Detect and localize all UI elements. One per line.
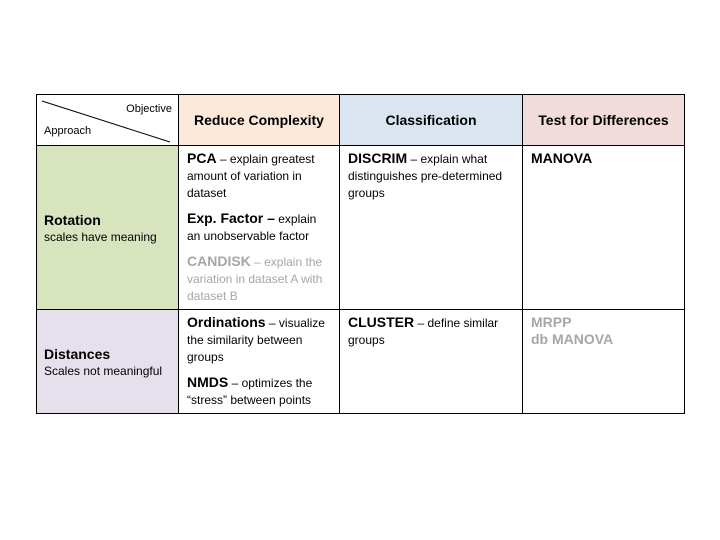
header-row: [37, 95, 685, 146]
method-description: – optimizes the “stress” between points: [187, 376, 313, 407]
method-description: – visualize the similarity between groups: [187, 316, 325, 364]
method-entry-pca: [187, 150, 331, 202]
cell-rotation-reduce: [179, 146, 340, 310]
method-description: explain an unobservable factor: [187, 212, 317, 243]
method-entry-exp-factor: [187, 210, 331, 245]
method-name: NMDS: [187, 374, 229, 390]
table-row-distances: [37, 310, 685, 414]
method-name: MANOVA: [531, 150, 593, 166]
objective-label: Objective: [126, 103, 172, 115]
row-title: Rotation: [44, 211, 101, 228]
table-row-rotation: [37, 146, 685, 310]
cell-rotation-test: [523, 146, 685, 310]
method-description: – define similar groups: [348, 316, 499, 347]
column-header-classification: Classification: [340, 95, 523, 146]
method-name: Ordinations: [187, 314, 266, 330]
method-description: – explain what distinguishes pre-determined groups: [348, 152, 503, 200]
method-name: PCA: [187, 150, 217, 166]
method-description: – explain greatest amount of variation in dataset: [187, 152, 315, 200]
cell-distances-test: [523, 310, 685, 414]
methods-table: [36, 94, 685, 414]
method-name-mrpp: MRPP: [531, 314, 572, 330]
method-name: Exp. Factor –: [187, 210, 275, 226]
method-entry-nmds: [187, 374, 331, 409]
corner-cell: [37, 95, 179, 146]
cell-distances-reduce: [179, 310, 340, 414]
approach-label: Approach: [44, 125, 92, 137]
row-subtitle: Scales not meaningful: [44, 363, 163, 378]
column-header-test-for-differences: Test for Differences: [523, 95, 685, 146]
method-name-db-manova: db MANOVA: [531, 331, 614, 347]
method-name: DISCRIM: [348, 150, 408, 166]
column-header-reduce-complexity: Reduce Complexity: [179, 95, 340, 146]
cell-rotation-classification: [340, 146, 523, 310]
method-entry-candisk: [187, 253, 331, 305]
method-name: CANDISK: [187, 253, 251, 269]
cell-distances-classification: [340, 310, 523, 414]
row-title: Distances: [44, 345, 111, 362]
row-header-distances: [37, 310, 179, 414]
method-description: – explain the variation in dataset A with dataset B: [187, 255, 323, 303]
method-entry-ordinations: [187, 314, 331, 366]
row-subtitle: scales have meaning: [44, 229, 157, 244]
method-name: CLUSTER: [348, 314, 415, 330]
row-header-rotation: [37, 146, 179, 310]
